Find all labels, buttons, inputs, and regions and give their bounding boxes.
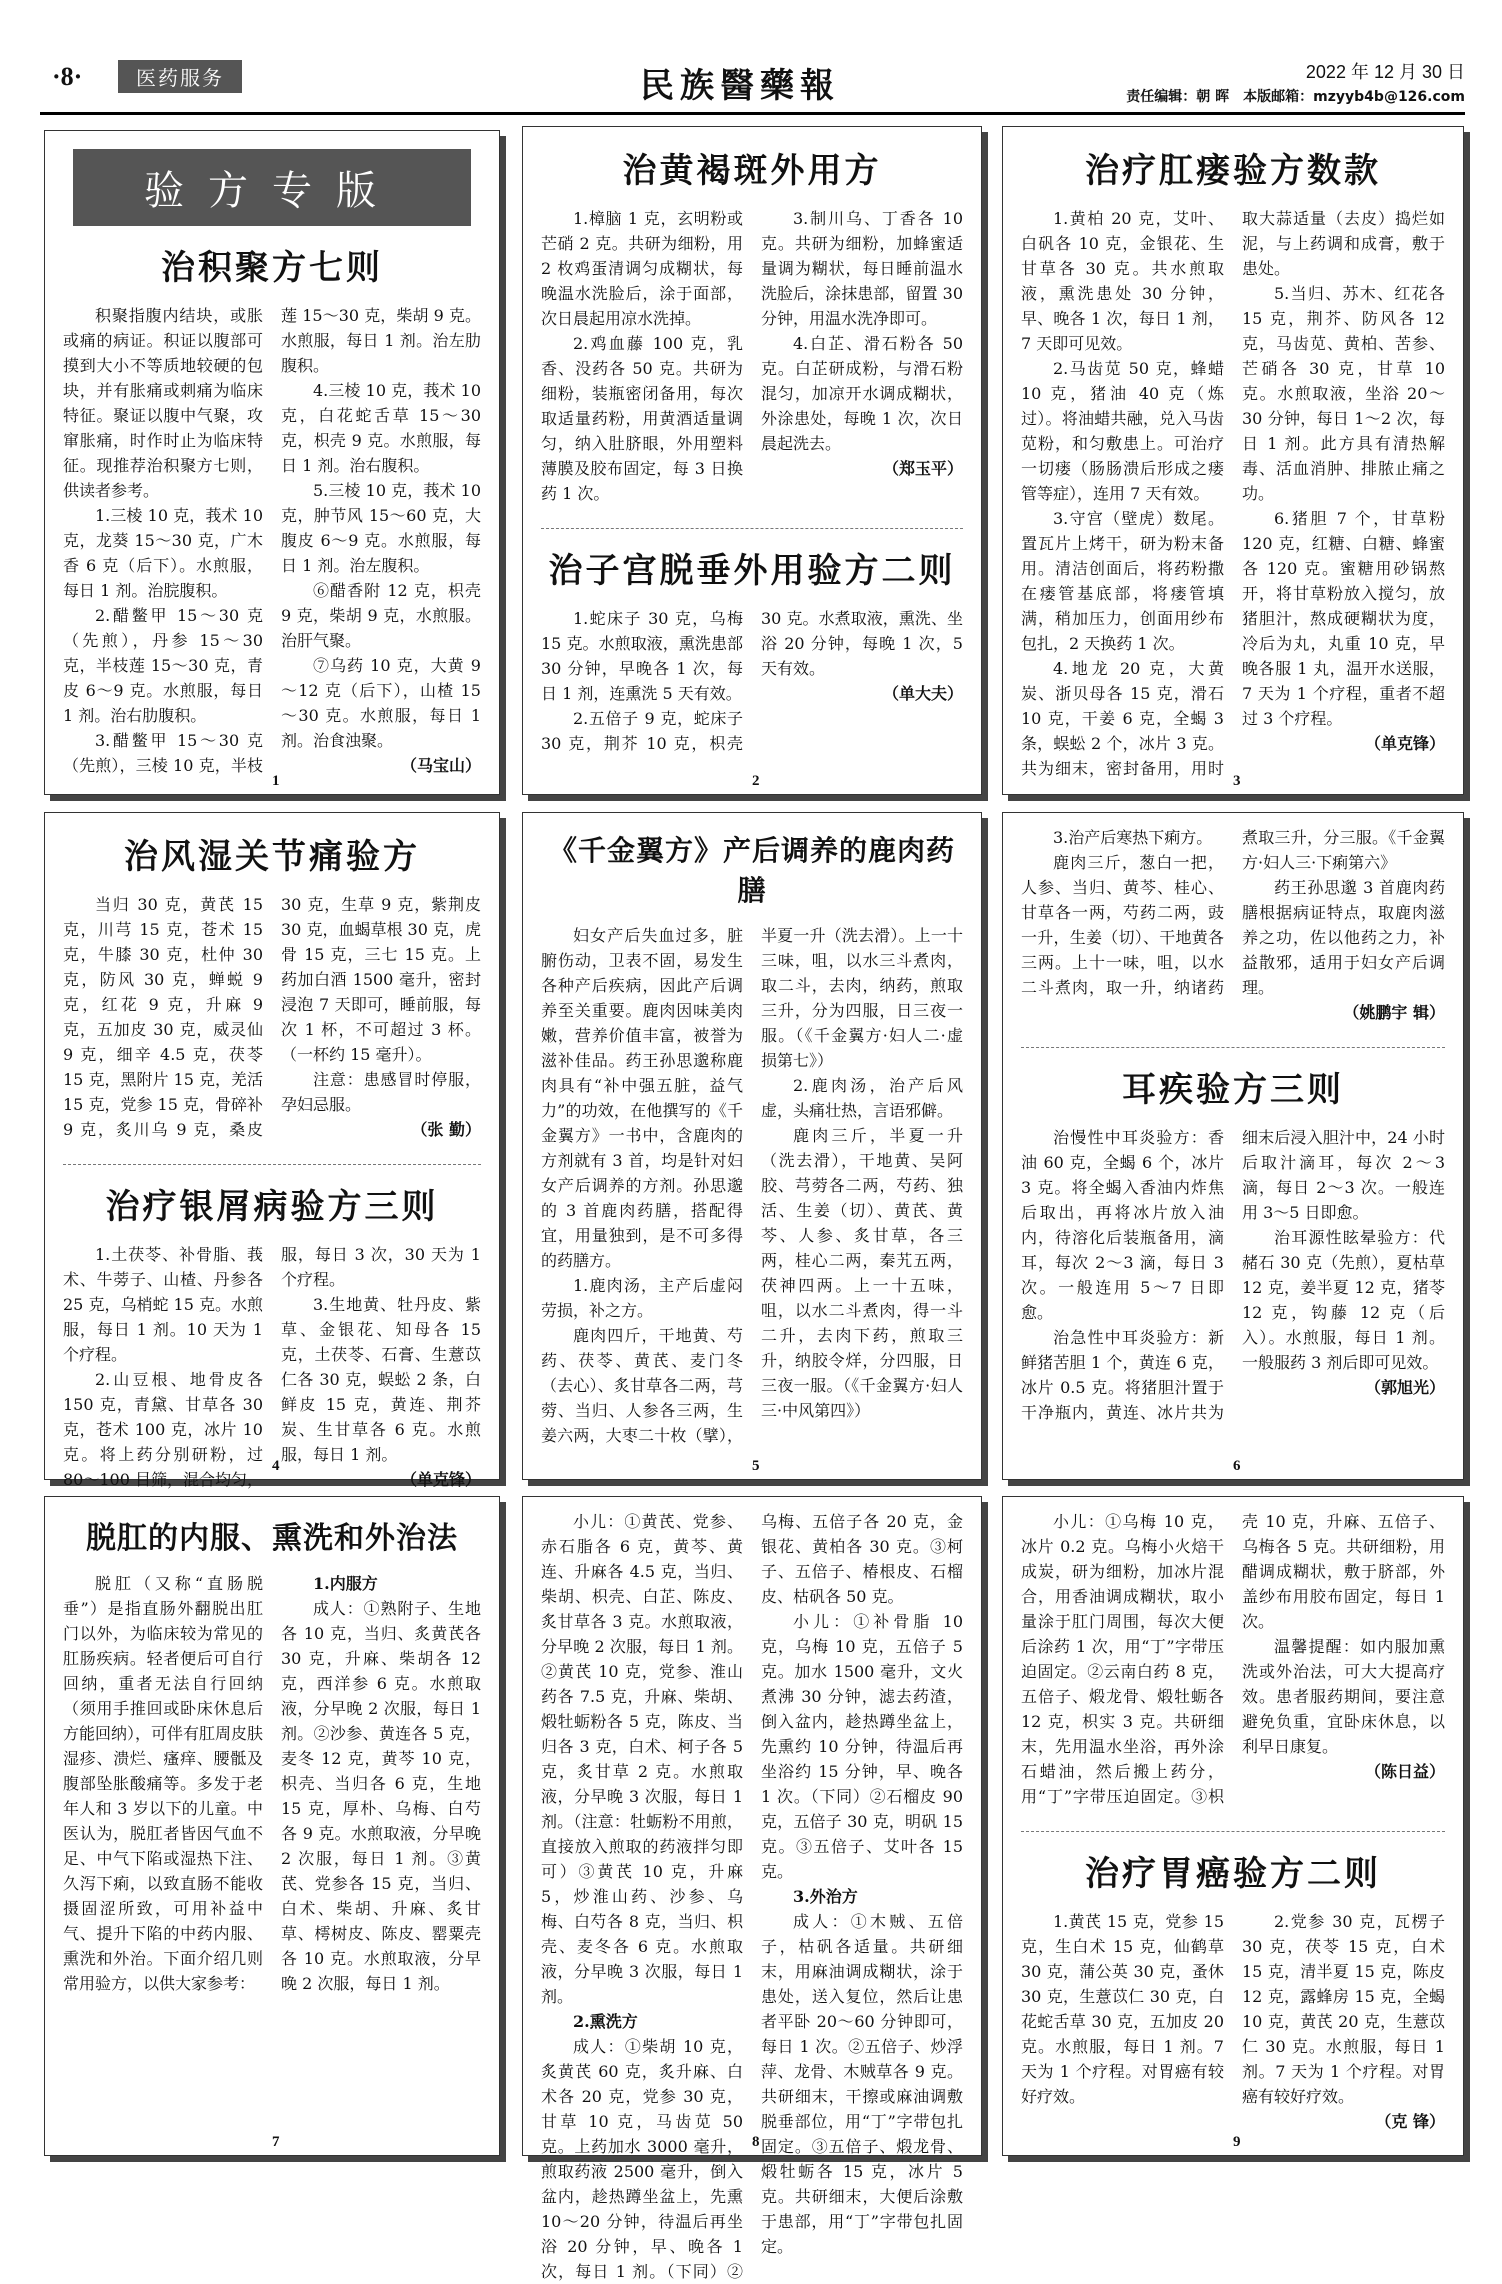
issue-date: 2022 年 12 月 30 日 [1305, 62, 1465, 82]
paragraph: 小儿：①补骨脂 10 克，乌梅 10 克，五倍子 5 克。加水 1500 毫升，文火煮沸 30 分钟，滤去药渣，倒入盆内，趁热蹲坐盆上，先熏约 10 分钟，待温后再坐浴约 15 分钟，早、晚各 1 次。（下同）②石榴皮 90 克，五倍子 30 克，明矾 15 克。③五倍子、艾叶各 15 克。 [761, 1612, 963, 1881]
article-title: 治风湿关节痛验方 [124, 837, 420, 877]
divider [1021, 1831, 1445, 1832]
subheading: 2.熏洗方 [573, 2012, 638, 2031]
paragraph: 2.鸡血藤 100 克，乳香、没药各 50 克。共研为细粉，装瓶密闭备用，每次取适量药粉，用黄酒适量调匀，纳入肚脐眼，外用塑料薄膜及胶布固定，每 3 日换药 1 次。 [541, 334, 743, 503]
paragraph: 1.鹿肉汤，主产后虚闷劳损，补之方。 [541, 1276, 743, 1320]
masthead-rule [40, 112, 1465, 115]
article-title: 治疗银屑病验方三则 [105, 1187, 439, 1227]
paragraph: 成人：①木贼、五倍子，枯矾各适量。共研细末，用麻油调成糊状，涂于患处，送入复位，然后让患者平卧 20～60 分钟即可，每日 1 次。②五倍子、炒浮萍、龙骨、木贼草各 9 克。共研细末，干擦或麻油调敷脱垂部位，用“丁”字带包扎固定。③五倍子、煅龙骨、煅牡蛎各 15 克，冰片 5 克。共研细末，大便后涂敷于患部，用“丁”字带包扎固定。 [761, 1912, 963, 2256]
article-title: 治疗肛瘘验方数款 [1085, 151, 1381, 191]
paper-name: 民族醫藥報 [640, 66, 840, 106]
paragraph: 2.马齿苋 50 克，蜂蜡 10 克，猪油 40 克（炼过）。将油蜡共融，兑入马齿苋粉，和匀敷患上。可治疗一切瘘（肠肠溃后形成之瘘管等症），连用 7 天有效。 [1021, 359, 1224, 503]
article-title: 耳疾验方三则 [1122, 1070, 1344, 1110]
subheading: 3.外治方 [793, 1887, 858, 1906]
section-label: 医药服务 [118, 60, 242, 93]
article-body [1021, 206, 1445, 781]
paragraph: 温馨提醒：如内服加熏洗或外治法，可大大提高疗效。患者服药期间，要注意避免负重，宜卧床休息，以利早日康复。 [1242, 1637, 1445, 1756]
author: （姚鹏宇 辑） [1343, 1003, 1445, 1022]
article-title: 治子宫脱垂外用验方二则 [548, 551, 956, 591]
paragraph: 鹿肉三斤，葱白一把，人参、当归、黄芩、桂心、甘草各一两，芍药二两，豉一升，生姜（切）、干地黄各三两。上十一味，咀，以水二斗煮肉，取一升，纳诸药煮取三升，分三服。《千金翼方·妇人三·下痢第六》 [1021, 828, 1445, 997]
article-box-1 [44, 130, 500, 795]
paragraph: 5.当归、苏木、红花各 15 克，荆芥、防风各 12 克，马齿苋、黄柏、苦参、芒硝各 30 克，甘草 10 克。水煎取液，坐浴 20～30 分钟，每日 1～2 次，每日 1 剂。此方具有清热解毒、活血消肿、排脓止痛之功。 [1242, 284, 1445, 503]
article-body [63, 1242, 481, 1517]
paragraph: 1.黄芪 15 克，党参 15 克，生白术 15 克，仙鹤草 30 克，蒲公英 30 克，蚤休 30 克，生薏苡仁 30 克，白花蛇舌草 30 克，五加皮 20 克。水煎服，每日 1 剂。7 天为 1 个疗程。对胃癌有较好疗效。 [1021, 1912, 1224, 2106]
article-body [1021, 1125, 1445, 1425]
paragraph: 妇女产后失血过多，脏腑伤动，卫表不固，易发生各种产后疾病，因此产后调养至关重要。鹿肉因味美肉嫩，营养价值丰富，被誉为滋补佳品。药王孙思邈称鹿肉具有“补中强五脏，益气力”的功效，在他撰写的《千金翼方》一书中，含鹿肉的方剂就有 3 首，均是针对妇女产后调养的方剂。孙思邈的 3 首鹿肉药膳，搭配得宜，用量独到，是不可多得的药膳方。 [541, 926, 743, 1270]
divider [1021, 1047, 1445, 1048]
paragraph: 治急性中耳炎验方：新鲜猪苦胆 1 个，黄连 6 克，冰片 0.5 克。将猪胆汁置于干净瓶内，黄连、冰片共为细末后浸入胆汁中，24 小时后取汁滴耳，每次 2～3 滴，每日 2～3 次。一般连用 3～5 日即愈。 [1021, 1128, 1445, 1422]
article-body [63, 1571, 481, 1996]
box-number: 8 [752, 2134, 760, 2150]
paragraph: 注意：患感冒时停服，孕妇忌服。 [281, 1070, 481, 1114]
paragraph: 2.五倍子 9 克，蛇床子 30 克，荆芥 10 克，枳壳 30 克。水煮取液，熏洗、坐浴 20 分钟，每晚 1 次，5 天有效。 [541, 609, 963, 753]
author: （克 锋） [1375, 2112, 1445, 2131]
divider [63, 1164, 481, 1165]
author: （马宝山） [400, 756, 481, 775]
paragraph: 当归 30 克，黄芪 15 克，川芎 15 克，苍术 15 克，牛膝 30 克，杜仲 30 克，防风 30 克，蝉蜕 9 克，红花 9 克，升麻 9 克，五加皮 30 克，威灵仙 9 克，细辛 4.5 克，茯苓 15 克，黑附片 15 克，羌活 15 克，党参 15 克，骨碎补 9 克，炙川乌 9 克，桑皮 30 克，生草 9 克，紫荆皮 30 克，血蝎草根 30 克，虎骨 15 克，三七 15 克。上药加白酒 1500 毫升，密封浸泡 7 天即可，睡前服，每次 1 杯，不可超过 3 杯。（一杯约 15 毫升）。 [63, 895, 481, 1139]
paragraph: 2.山豆根、地骨皮各 150 克，青黛、甘草各 30 克，苍术 100 克，冰片 10 克。将上药分别研粉，过 80～100 目筛，混合均匀， 服，每日 3 次，30 天为 1 个疗程。 [63, 1245, 481, 1489]
paragraph: 治慢性中耳炎验方：香油 60 克，全蝎 6 个，冰片 3 克。将全蝎入香油内炸焦后取出，再将冰片放入油内，待溶化后装瓶备用，滴耳，每次 2～3 滴，每日 3 次。一般连用 5～7 日即愈。 [1021, 1128, 1224, 1322]
subheading: 1.内服方 [313, 1574, 378, 1593]
page-number: ·8· [52, 62, 83, 91]
article-body [63, 892, 481, 1142]
paragraph: 治耳源性眩晕验方：代赭石 30 克（先煎），夏枯草 12 克，姜半夏 12 克，猪苓 12 克，钩藤 12 克（后入）。水煎服，每日 1 剂。一般服药 3 剂后即可见效。 [1242, 1228, 1445, 1372]
paragraph: 3.生地黄、牡丹皮、紫草、金银花、知母各 15 克，土茯苓、石膏、生薏苡仁各 30 克，蜈蚣 2 条，白鲜皮 15 克，黄连、荆芥炭、生甘草各 6 克。水煎服，每日 1 剂。 [281, 1295, 481, 1464]
article-box-9 [1002, 1496, 1464, 2156]
article-box-6 [1002, 812, 1464, 1480]
article-box-7 [44, 1496, 500, 2156]
paragraph: 4.地龙 20 克，大黄炭、浙贝母各 15 克，滑石 10 克，干姜 6 克，全蝎 3 条，蜈蚣 2 个，冰片 3 克。共为细末，密封备用，用时取大蒜适量（去皮）捣烂如泥，与上药调和成膏，敷于患处。 [1021, 209, 1445, 778]
article-title: 治疗胃癌验方二则 [1085, 1854, 1381, 1894]
paragraph: 鹿肉三斤，半夏一升（洗去滑），干地黄、吴阿胶、芎䓖各二两，芍药、独活、生姜（切）、黄芪、黄芩、人参、炙甘草，各三两，桂心二两，秦艽五两，茯神四两。上一十五味，咀，以水二斗煮肉，得一斗二升，去肉下药，煎取三升，纳胶令烊，分四服，日三夜一服。（《千金翼方·妇人三·中风第四》） [761, 1126, 963, 1420]
article-title: 治积聚方七则 [161, 248, 383, 288]
article-box-3 [1002, 126, 1464, 795]
article-title: 治黄褐斑外用方 [622, 151, 882, 191]
paragraph: 2.醋鳖甲 15～30 克（先煎），丹参 15～30 克，半枝莲 15～30 克，青皮 6～9 克。水煎服，每日 1 剂。治右肋腹积。 [63, 606, 263, 725]
banner: 验方专版 [73, 149, 471, 226]
divider [541, 528, 963, 529]
paragraph: 小儿：①乌梅 10 克，冰片 0.2 克。乌梅小火焙干成炭，研为细粉，加冰片混合，用香油调成糊状，取小量涂于肛门周围，每次大便后涂药 1 次，用“丁”字带压迫固定。②云南白药 8 克，五倍子、煅龙骨、煅牡蛎各 12 克，枳实 3 克。共研细末，先用温水坐浴，再外涂石蜡油，然后搬上药分，用“丁”字带压迫固定。③枳壳 10 克，升麻、五倍子、乌梅各 5 克。共研细粉，用醋调成糊状，敷于脐部，外盖纱布用胶布固定，每日 1 次。 [1021, 1512, 1445, 1806]
paragraph: ⑦乌药 10 克，大黄 9～12 克（后下），山楂 15～30 克。水煎服，每日 1 剂。治食浊聚。 [281, 656, 481, 750]
paragraph: 5.三棱 10 克，莪术 10 克，肿节风 15～60 克，大腹皮 6～9 克。水煎服，每日 1 剂。治左腹积。 [281, 481, 481, 575]
paragraph: 3.醋鳖甲 15～30 克（先煎），三棱 10 克，半枝莲 15～30 克，柴胡 9 克。水煎服，每日 1 剂。治左肋腹积。 [63, 306, 481, 775]
box-number: 3 [1233, 773, 1241, 789]
editor-line: 责任编辑：朝 晖 本版邮箱：mzyyb4b@126.com [1126, 89, 1465, 105]
masthead [40, 56, 1465, 112]
article-title: 脱肛的内服、熏洗和外治法 [86, 1521, 458, 1556]
paragraph: 1.土茯苓、补骨脂、莪术、牛蒡子、山楂、丹参各 25 克，乌梢蛇 15 克。水煎服，每日 1 剂。10 天为 1 个疗程。 [63, 1245, 263, 1364]
box-number: 2 [752, 773, 760, 789]
author: （单大夫） [882, 684, 963, 703]
paragraph: 1.黄柏 20 克，艾叶、白矾各 10 克，金银花、生甘草各 30 克。共水煎取液，熏洗患处 30 分钟，早、晚各 1 次，每日 1 剂，7 天即可见效。 [1021, 209, 1224, 353]
paragraph: ⑥醋香附 12 克，枳壳 9 克，柴胡 9 克，水煎服。治肝气聚。 [281, 581, 481, 650]
paragraph: 3.治产后寒热下痢方。 [1053, 828, 1213, 847]
article-body [63, 303, 481, 778]
author: （张 勤） [411, 1120, 481, 1139]
article-body [1021, 1909, 1445, 2134]
article-box-8 [522, 1496, 982, 2281]
paragraph: 1.樟脑 1 克，玄明粉或芒硝 2 克。共研为细粉，用 2 枚鸡蛋清调匀成糊状，每晚温水洗脸后，涂于面部，次日晨起用凉水洗掉。 [541, 209, 743, 328]
paragraph: 6.猪胆 7 个，甘草粉 120 克，红糖、白糖、蜂蜜各 120 克。蜜糖用砂锅熬开，将甘草粉放入搅匀，放猪胆汁，熬成硬糊状为度，冷后为丸，丸重 10 克，早晚各服 1 丸，温开水送服，7 天为 1 个疗程，重者不超过 3 个疗程。 [1242, 509, 1445, 728]
article-box-2 [522, 126, 982, 795]
author: （郭旭光） [1364, 1378, 1445, 1397]
author: （单克锋） [1364, 734, 1445, 753]
paragraph: 2.党参 30 克，瓦楞子 30 克，茯苓 15 克，白术 15 克，清半夏 15 克，陈皮 12 克，露蜂房 15 克，全蝎 10 克，黄芪 20 克，生薏苡仁 30 克。水煎服，每日 1 剂。7 天为 1 个疗程。对胃癌有较好疗效。 [1242, 1912, 1445, 2106]
paragraph: 1.三棱 10 克，莪术 10 克，龙葵 15～30 克，广木香 6 克（后下）。水煎服，每日 1 剂。治脘腹积。 [63, 506, 263, 600]
author: （郑玉平） [882, 459, 963, 478]
article-body [541, 606, 963, 756]
article-body [541, 1509, 963, 2284]
paragraph: 鹿肉四斤，干地黄、芍药、茯苓、黄芪、麦门冬（去心）、炙甘草各二两，芎䓖、当归、人参各三两，生姜六两，大枣二十枚（擘），半夏一升（洗去滑）。上一十三味，咀，以水三斗煮肉，取二斗，去肉，纳药，煎取三升，分为四服，日三夜一服。（《千金翼方·妇人二·虚损第七》） [541, 926, 963, 1445]
article-body [1021, 1509, 1445, 1809]
box-number: 7 [272, 2134, 280, 2150]
article-body [541, 206, 963, 506]
author: （陈日益） [1364, 1762, 1445, 1781]
article-box-4 [44, 812, 500, 1489]
paragraph: 1.蛇床子 30 克，乌梅 15 克。水煎取液，熏洗患部 30 分钟，早晚各 1 次，每日 1 剂，连熏洗 5 天有效。 [541, 609, 743, 703]
paragraph: 小儿：①黄芪、党参、赤石脂各 6 克，黄芩、黄连、升麻各 4.5 克，当归、柴胡、枳壳、白芷、陈皮、炙甘草各 3 克。水煎取液，分早晚 2 次服，每日 1 剂。②黄芪 10 克，党参、淮山药各 7.5 克，升麻、柴胡、煅牡蛎粉各 5 克，陈皮、当归各 3 克，白术、柯子各 5 克，炙甘草 2 克。水煎取液，分早晚 3 次服，每日 1 剂。（注意：牡蛎粉不用煎，直接放入煎取的药液拌匀即可）③黄芪 10 克，升麻 5，炒淮山药、沙参、乌梅、白芍各 8 克，当归、枳壳、麦冬各 6 克。水煎取液，分早晚 3 次服，每日 1 剂。 [541, 1512, 743, 2006]
paragraph: 3.制川乌、丁香各 10 克。共研为细粉，加蜂蜜适量调为糊状，每日睡前温水洗脸后，涂抹患部，留置 30 分钟，用温水洗净即可。 [761, 209, 963, 328]
paragraph: 3.守宫（壁虎）数尾。置瓦片上烤干，研为粉末备用。清洁创面后，将药粉撒在瘘管基底部，将瘘管填满，稍加压力，创面用纱布包扎，2 天换药 1 次。 [1021, 509, 1224, 653]
box-number: 1 [272, 773, 280, 789]
paragraph: 4.白芷、滑石粉各 50 克。白芷研成粉，与滑石粉混匀，加凉开水调成糊状，外涂患处，每晚 1 次，次日晨起洗去。 [761, 334, 963, 453]
author: （单克锋） [400, 1470, 481, 1489]
box-number: 4 [272, 1458, 280, 1474]
paragraph: 成人：①柴胡 10 克，炙黄芪 60 克，炙升麻、白术各 20 克，党参 30 克，甘草 10 克，马齿苋 50 克。上药加水 3000 毫升，煎取药液 2500 毫升，倒入盆内，趁热蹲坐盆上，先熏 10～20 分钟，待温后再坐浴 20 分钟，早、晚各 1 次，每日 1 剂。（下同）②乌梅、五倍子各 20 克，金银花、黄柏各 30 克。③柯子、五倍子、椿根皮、石榴皮、枯矾各 50 克。 [541, 1512, 963, 2281]
box-number: 6 [1233, 1458, 1241, 1474]
paragraph: 2.鹿肉汤，治产后风虚，头痛壮热，言语邪僻。 [761, 1076, 963, 1120]
article-title: 《千金翼方》产后调养的鹿肉药膳 [548, 834, 955, 907]
article-body [541, 923, 963, 1448]
article-body [1021, 825, 1445, 1025]
paragraph: 4.三棱 10 克，莪术 10 克，白花蛇舌草 15～30 克，枳壳 9 克。水煎服，每日 1 剂。治右腹积。 [281, 381, 481, 475]
paragraph: 脱肛（又称“直肠脱垂”）是指直肠外翻脱出肛门以外，为临床较为常见的肛肠疾病。轻者便后可自行回纳，重者无法自行回纳（须用手推回或卧床休息后方能回纳），可伴有肛周皮肤湿疹、溃烂、瘙痒、腰骶及腹部坠胀酸痛等。多发于老年人和 3 岁以下的儿童。中医认为，脱肛者皆因气血不足、中气下陷或湿热下注、久泻下痢，以致直肠不能收摄固涩所致，可用补益中气、提升下陷的中药内服、熏洗和外治。下面介绍几则常用验方，以供大家参考： [63, 1574, 264, 1993]
box-number: 5 [752, 1458, 760, 1474]
paragraph: 药王孙思邈 3 首鹿肉药膳根据病证特点，取鹿肉滋养之功，佐以他药之力，补益散邪，适用于妇女产后调理。 [1242, 878, 1445, 997]
paragraph: 成人：①熟附子、生地各 10 克，当归、炙黄芪各 30 克，升麻、柴胡各 12 克，西洋参 6 克。水煎取液，分早晚 2 次服，每日 1 剂。②沙参、黄连各 5 克，麦冬 12 克，黄芩 10 克，枳壳、当归各 6 克，生地 15 克，厚朴、乌梅、白芍各 9 克。水煎取液，分早晚 2 次服，每日 1 剂。③黄芪、党参各 15 克，当归、白术、柴胡、升麻、炙甘草、樗树皮、陈皮、罂粟壳各 10 克。水煎取液，分早晚 2 次服，每日 1 剂。 [281, 1599, 481, 1993]
box-number: 9 [1233, 2134, 1241, 2150]
article-box-5 [522, 812, 982, 1480]
paragraph: 积聚指腹内结块，或胀或痛的病证。积证以腹部可摸到大小不等质地较硬的包块，并有胀痛或刺痛为临床特征。聚证以腹中气聚，攻窜胀痛，时作时止为临床特征。现推荐治积聚方七则，供读者参考。 [63, 306, 263, 500]
